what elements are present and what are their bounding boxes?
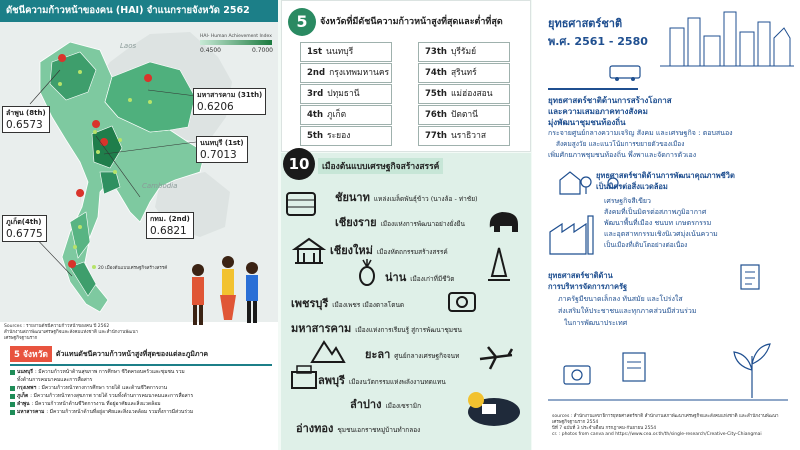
strategy-1-item: สังคมสูงวัย และแนวโน้มการขยายตัวของเมือง bbox=[556, 140, 685, 148]
creative-badge: 10 bbox=[283, 148, 315, 180]
ranking-title: จังหวัดที่มีดัชนีความก้าวหน้าสูงที่สุดและต่ำที่สุด bbox=[320, 17, 503, 27]
camera-outline-icon bbox=[562, 360, 592, 386]
sources-right bbox=[552, 414, 792, 438]
strategy-1-item: เพิ่มศักยภาพชุมชนท้องถิ่น พึ่งพาและจัดการตัวเอง bbox=[548, 151, 697, 159]
section-divider bbox=[548, 88, 638, 90]
callout-lamphun bbox=[2, 106, 50, 133]
rank-number: 3rd bbox=[307, 89, 324, 99]
rank-province: สุรินทร์ bbox=[450, 68, 477, 78]
rank-number: 77th bbox=[425, 131, 447, 141]
callout-bangkok bbox=[146, 212, 194, 239]
rank-province: นราธิวาส bbox=[450, 131, 487, 141]
top5-list bbox=[10, 364, 272, 416]
rank-top-4 bbox=[300, 105, 392, 125]
source-line: ปีที่ 7 ฉบับที่ 3 ประจำเดือน กรกฎาคม-กันยายน 2554 bbox=[552, 426, 657, 431]
top5-badge: 5 จังหวัด bbox=[10, 346, 52, 362]
city-chiangrai bbox=[335, 211, 465, 231]
typewriter-icon bbox=[290, 364, 318, 390]
creative-city-dot-icon bbox=[92, 265, 96, 269]
rank-province: ปัตตานี bbox=[450, 110, 478, 120]
people-illustration bbox=[180, 250, 278, 340]
province-name: กรุงเทพฯ bbox=[17, 385, 37, 391]
city-name: อ่างทอง bbox=[296, 422, 334, 435]
province-name: มหาสารคาม bbox=[17, 409, 45, 415]
city-lampang bbox=[350, 393, 421, 413]
creative-title: เมืองต้นแบบเศรษฐกิจสร้างสรรค์ bbox=[318, 158, 443, 174]
checklist-icon bbox=[738, 262, 764, 292]
city-skyline-illustration bbox=[660, 8, 794, 68]
rank-number: 76th bbox=[425, 110, 447, 120]
callout-value: 0.7013 bbox=[200, 149, 237, 161]
document-icon bbox=[620, 350, 650, 384]
bullet-icon bbox=[10, 410, 15, 415]
mountain-icon bbox=[310, 336, 346, 364]
map-note: 20 เมืองต้นแบบเศรษฐกิจสร้างสรรค์ bbox=[98, 266, 168, 271]
province-desc: : มีความก้าวหน้าทางการศึกษา รายได้ และด้านชีวิตการงาน bbox=[38, 385, 168, 391]
city-name: เชียงใหม่ bbox=[330, 244, 373, 257]
top5-title: ตัวแทนดัชนีความก้าวหน้าสูงที่สุดของแต่ละภูมิภาค bbox=[55, 349, 209, 358]
city-name: เชียงราย bbox=[335, 216, 377, 229]
rank-number: 75th bbox=[425, 89, 447, 99]
city-name: ยะลา bbox=[365, 348, 391, 361]
top5-header bbox=[10, 346, 208, 362]
strategy-1-heading: ยุทธศาสตร์ชาติด้านการสร้างโอกาส bbox=[548, 96, 672, 105]
city-desc: แหล่งเมล็ดพันธุ์ข้าว (นางล้อ - ท่าชัย) bbox=[373, 195, 478, 203]
strategy-title: ยุทธศาสตร์ชาติ bbox=[548, 17, 623, 30]
province-desc: ทั้งด้านการคมนาคมและการสื่อสาร bbox=[17, 377, 93, 383]
factory-icon bbox=[548, 210, 596, 256]
strategy-2-item: เป็นเมืองที่เติบโตอย่างต่อเนื่อง bbox=[604, 241, 688, 249]
bus-icon bbox=[608, 64, 644, 82]
label-laos: Laos bbox=[120, 42, 137, 50]
province-name: นนทบุรี bbox=[17, 369, 33, 375]
rank-number: 2nd bbox=[307, 68, 326, 78]
strategy-2-heading: เป็นมิตรต่อสิ่งแวดล้อม bbox=[596, 182, 668, 191]
house-tree-icon bbox=[556, 168, 592, 196]
stupa-icon bbox=[482, 246, 516, 284]
callout-phuket bbox=[2, 215, 47, 242]
temple-icon bbox=[292, 237, 326, 265]
rank-number: 73th bbox=[425, 47, 447, 57]
source-line: สำนักงานสภาพัฒนาเศรษฐกิจและสังคมแห่งชาติ และสำนักงานพัฒนา bbox=[4, 330, 138, 335]
city-name: มหาสารคาม bbox=[291, 322, 352, 335]
strategy-2-item: พัฒนาพื้นที่เมือง ชนบท เกษตรกรรม bbox=[604, 219, 712, 227]
bullet-icon bbox=[10, 394, 15, 399]
rank-province: กรุงเทพมหานคร bbox=[329, 68, 390, 78]
legend-max: 0.7000 bbox=[252, 47, 273, 54]
rank-top-2 bbox=[300, 63, 392, 83]
pineapple-icon bbox=[353, 258, 381, 286]
right-divider bbox=[548, 398, 788, 402]
strategy-3-heading: ยุทธศาสตร์ชาติด้าน bbox=[548, 271, 613, 280]
callout-value: 0.6775 bbox=[6, 228, 43, 240]
province-name: ลำพูน bbox=[17, 401, 30, 407]
strategy-1-heading: และความเสมอภาคทางสังคม bbox=[548, 107, 648, 116]
city-desc: ศูนย์กลางเศรษฐกิจจนท bbox=[394, 352, 460, 360]
rank-number: 4th bbox=[307, 110, 324, 120]
rank-province: แม่ฮ่องสอน bbox=[450, 89, 493, 99]
ranking-badge: 5 bbox=[288, 8, 316, 36]
city-name: เพชรบุรี bbox=[291, 297, 329, 310]
strategy-2-item: และอุตสาหกรรมเชิงนิเวศมุ่งเน้นความ bbox=[604, 230, 718, 238]
elephant-icon bbox=[484, 204, 524, 236]
rank-bottom-74 bbox=[418, 63, 510, 83]
strategy-3-item: ในการพัฒนาประเทศ bbox=[564, 319, 628, 327]
city-desc: เมืองเพชร เมืองตาลโตนด bbox=[332, 301, 405, 309]
city-mahasarakham bbox=[291, 317, 462, 337]
label-cambodia: Cambodia bbox=[142, 182, 178, 190]
callout-name: ภูเก็ต(4th) bbox=[6, 218, 42, 226]
rank-province: ภูเก็ต bbox=[327, 110, 347, 120]
rank-bottom-73 bbox=[418, 42, 510, 62]
list-item bbox=[10, 376, 272, 384]
rank-top-3 bbox=[300, 84, 392, 104]
city-desc: เมืองหัตถกรรมสร้างสรรค์ bbox=[376, 248, 448, 256]
basket-icon bbox=[283, 185, 319, 221]
rank-number: 5th bbox=[307, 131, 324, 141]
strategy-2-item: เศรษฐกิจสีเขียว bbox=[604, 197, 651, 205]
bullet-icon bbox=[10, 370, 15, 375]
reading-person-illustration bbox=[454, 382, 524, 432]
rank-bottom-77 bbox=[418, 126, 510, 146]
legend-title: HAI- Human Achievement Index bbox=[200, 34, 272, 39]
callout-name: กทม. (2nd) bbox=[150, 215, 190, 223]
strategy-period: พ.ศ. 2561 - 2580 bbox=[548, 35, 648, 48]
city-chainat bbox=[335, 186, 478, 206]
callout-name: ลำพูน (8th) bbox=[6, 109, 46, 117]
callout-name: มหาสารคาม (31th) bbox=[197, 91, 263, 99]
rank-top-5 bbox=[300, 126, 392, 146]
sun-icon bbox=[602, 172, 624, 194]
city-nan bbox=[385, 266, 454, 286]
hai-map-panel bbox=[0, 0, 278, 450]
rank-province: ระยอง bbox=[327, 131, 351, 141]
plant-icon bbox=[722, 330, 782, 400]
province-desc: : มีความก้าวหน้าด้านที่อยู่อาศัยและสิ่งแวดล้อม รวมทั้งการมีส่วนร่วม bbox=[46, 409, 194, 415]
callout-value: 0.6821 bbox=[150, 225, 187, 237]
city-chiangmai bbox=[330, 239, 448, 259]
callout-mahasarakham bbox=[193, 88, 266, 115]
callout-name: นนทบุรี (1st) bbox=[200, 139, 244, 147]
rank-province: บุรีรัมย์ bbox=[450, 47, 477, 57]
list-item bbox=[10, 408, 272, 416]
rank-province: นนทบุรี bbox=[326, 47, 354, 57]
callout-nonthaburi bbox=[196, 136, 248, 163]
rank-number: 1st bbox=[307, 47, 323, 57]
source-line: Sources : รายงานดัชนีความก้าวหน้าของคน ปี 2562 bbox=[4, 324, 110, 329]
source-line: cr. : photos from canva and https://www.cea.or.th/th/single-research/Creative-City-Chiangmai bbox=[552, 432, 762, 437]
rank-number: 74th bbox=[425, 68, 447, 78]
city-desc: เมืองเก่าที่มีชีวิต bbox=[410, 275, 455, 283]
bullet-icon bbox=[10, 402, 15, 407]
source-line: เศรษฐกิจฐานราก bbox=[4, 336, 38, 341]
rank-bottom-75 bbox=[418, 84, 510, 104]
city-name: ลพบุรี bbox=[318, 374, 345, 387]
city-desc: เมืองแห่งการพัฒนาอย่างยั่งยืน bbox=[380, 220, 465, 228]
strategy-3-heading: การบริหารจัดการภาครัฐ bbox=[548, 282, 628, 291]
list-item bbox=[10, 400, 272, 408]
province-desc: : มีความก้าวหน้าทางสุขภาพ รายได้ รวมทั้งด้านการคมนาคมและการสื่อสาร bbox=[30, 393, 194, 399]
strategy-2-item: สังคมที่เป็นมิตรต่อสภาพภูมิอากาศ bbox=[604, 208, 707, 216]
province-desc: : มีความก้าวหน้าด้านชีวิตการงาน ที่อยู่อาศัยและสิ่งแวดล้อม bbox=[31, 401, 161, 407]
rank-bottom-76 bbox=[418, 105, 510, 125]
city-name: น่าน bbox=[385, 271, 407, 284]
list-item bbox=[10, 368, 272, 376]
main-title: ดัชนีความก้าวหน้าของคน (HAI) จำแนกรายจังหวัด 2562 bbox=[0, 0, 278, 22]
city-name: ชัยนาท bbox=[335, 191, 370, 204]
strategy-3-item: ภาครัฐมีขนาดเล็กลง ทันสมัย และโปร่งใส bbox=[558, 295, 683, 303]
airplane-icon bbox=[478, 345, 514, 371]
strategy-1-item: กระจายศูนย์กลางความเจริญ สังคม และเศรษฐกิจ : ตอบสนอง bbox=[548, 129, 733, 137]
rank-province: ปทุมธานี bbox=[327, 89, 360, 99]
list-item bbox=[10, 384, 272, 392]
city-yala bbox=[365, 343, 459, 363]
strategy-1-heading: มุ่งพัฒนาชุมชนท้องถิ่น bbox=[548, 118, 626, 127]
city-desc: เมืองเซรามิก bbox=[385, 402, 422, 410]
source-line: sources : สำนักงานเลขาธิการยุทธศาสตร์ชาติ สำนักงานสภาพัฒนาเศรษฐกิจและสังคมแห่งชาติ และสำนักงานพัฒนาเศรษฐกิจฐานราก 2554 bbox=[552, 414, 779, 425]
city-desc: เมืองนวัตกรรมแห่งพลังงานทดแทน bbox=[348, 378, 446, 386]
city-angthong bbox=[296, 417, 420, 437]
strategy-2-heading: ยุทธศาสตร์ชาติด้านการพัฒนาคุณภาพชีวิต bbox=[596, 171, 735, 180]
list-item bbox=[10, 392, 272, 400]
city-desc: ชุมชนเอกราชหมู่บ้านทำกลอง bbox=[337, 426, 421, 434]
strategy-3-item: ส่งเสริมให้ประชาชนและทุกภาคส่วนมีส่วนร่วม bbox=[558, 307, 697, 315]
province-desc: : มีความก้าวหน้าด้านสุขภาพ การศึกษา ชีวิตครอบครัวและชุมชน รวม bbox=[35, 369, 185, 375]
legend-min: 0.4500 bbox=[200, 47, 221, 54]
rank-top-1 bbox=[300, 42, 392, 62]
city-name: ลำปาง bbox=[350, 398, 382, 411]
city-phetchaburi bbox=[291, 292, 404, 312]
city-desc: เมืองแห่งการเรียนรู้ สู่การพัฒนาชุมชน bbox=[355, 326, 462, 334]
callout-value: 0.6573 bbox=[6, 119, 43, 131]
callout-value: 0.6206 bbox=[197, 101, 234, 113]
province-name: ภูเก็ต bbox=[17, 393, 29, 399]
camera-icon bbox=[447, 287, 477, 313]
city-lopburi bbox=[318, 369, 446, 389]
bullet-icon bbox=[10, 386, 15, 391]
legend-color-bar bbox=[200, 40, 272, 45]
